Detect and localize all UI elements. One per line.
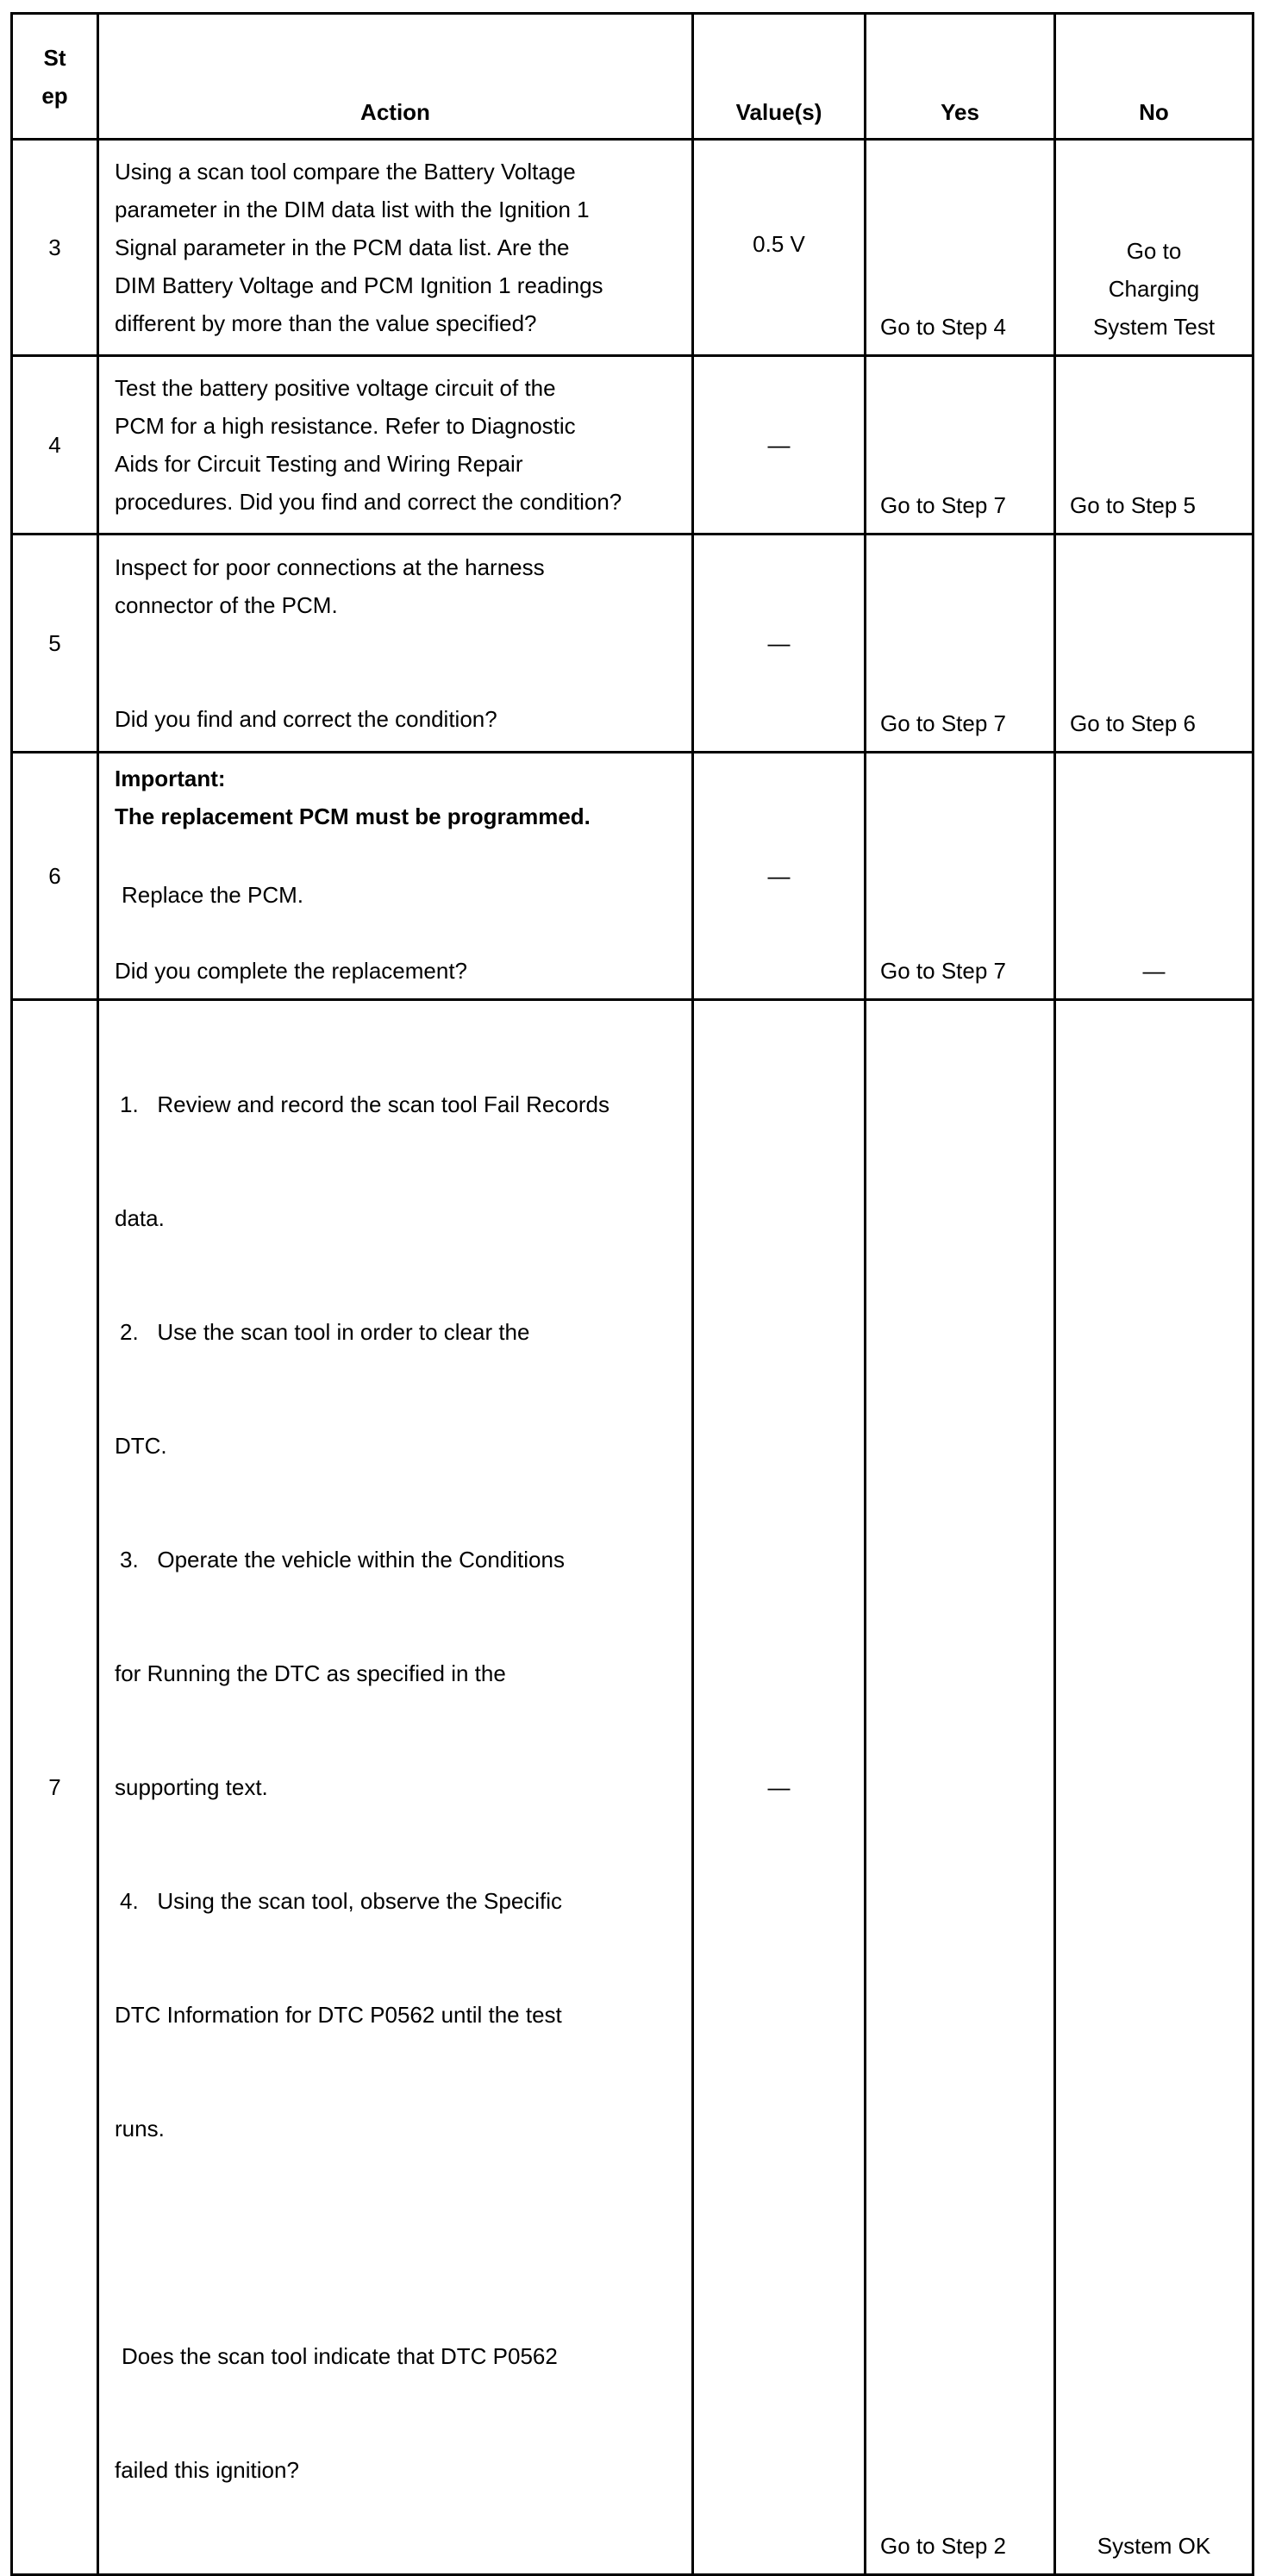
action-cell: 1. Review and record the scan tool Fail Records data. 2. Use the scan tool in order to clear the DTC. 3. Operate the vehicle within the Conditions for Running the DTC as specified in the supporting text. 4. Using the scan tool, observe the Specific DTC Information for DTC P0562 until the test runs. Does the scan tool indicate that DTC P0562 failed this ignition? bbox=[98, 1000, 693, 2575]
no-cell: Go to Step 5 bbox=[1055, 356, 1253, 535]
step-number: 4 bbox=[12, 356, 98, 535]
header-no: No bbox=[1055, 14, 1253, 140]
header-yes: Yes bbox=[866, 14, 1055, 140]
header-step: St ep bbox=[12, 14, 98, 140]
table-row bbox=[12, 356, 1253, 535]
diagnostic-table-page bbox=[10, 12, 1252, 2559]
action-cell: Inspect for poor connections at the harness connector of the PCM. Did you find and correct the condition? bbox=[98, 535, 693, 753]
no-cell: Go to Step 6 bbox=[1055, 535, 1253, 753]
step-number: 5 bbox=[12, 535, 98, 753]
yes-cell: Go to Step 2 bbox=[866, 1000, 1055, 2575]
yes-cell: Go to Step 7 bbox=[866, 535, 1055, 753]
table-row bbox=[12, 1000, 1253, 2575]
important-text: The replacement PCM must be programmed. bbox=[115, 803, 591, 829]
value-cell: 0.5 V bbox=[693, 140, 866, 356]
no-cell: Go to Charging System Test bbox=[1055, 140, 1253, 356]
table-row bbox=[12, 535, 1253, 753]
header-values: Value(s) bbox=[693, 14, 866, 140]
header-row bbox=[12, 14, 1253, 140]
step-number: 6 bbox=[12, 753, 98, 1000]
value-cell: — bbox=[693, 753, 866, 1000]
important-label: Important: bbox=[115, 766, 226, 791]
value-cell: — bbox=[693, 535, 866, 753]
yes-cell: Go to Step 7 bbox=[866, 356, 1055, 535]
step-number: 3 bbox=[12, 140, 98, 356]
table-row bbox=[12, 753, 1253, 1000]
diagnostic-table bbox=[10, 12, 1254, 2576]
action-cell: Using a scan tool compare the Battery Voltage parameter in the DIM data list with the Ignition 1 Signal parameter in the PCM data list. Are the DIM Battery Voltage and PCM Ignition 1 readings different by more than the value specified? bbox=[98, 140, 693, 356]
no-cell: System OK bbox=[1055, 1000, 1253, 2575]
value-cell: — bbox=[693, 1000, 866, 2575]
action-cell: Important: The replacement PCM must be programmed. Replace the PCM. Did you complete the replacement? bbox=[98, 753, 693, 1000]
table-row bbox=[12, 140, 1253, 356]
step-number: 7 bbox=[12, 1000, 98, 2575]
value-cell: — bbox=[693, 356, 866, 535]
yes-cell: Go to Step 7 bbox=[866, 753, 1055, 1000]
action-cell: Test the battery positive voltage circuit of the PCM for a high resistance. Refer to Diagnostic Aids for Circuit Testing and Wiring Repair procedures. Did you find and correct the condition? bbox=[98, 356, 693, 535]
yes-cell: Go to Step 4 bbox=[866, 140, 1055, 356]
header-action: Action bbox=[98, 14, 693, 140]
no-cell: — bbox=[1055, 753, 1253, 1000]
